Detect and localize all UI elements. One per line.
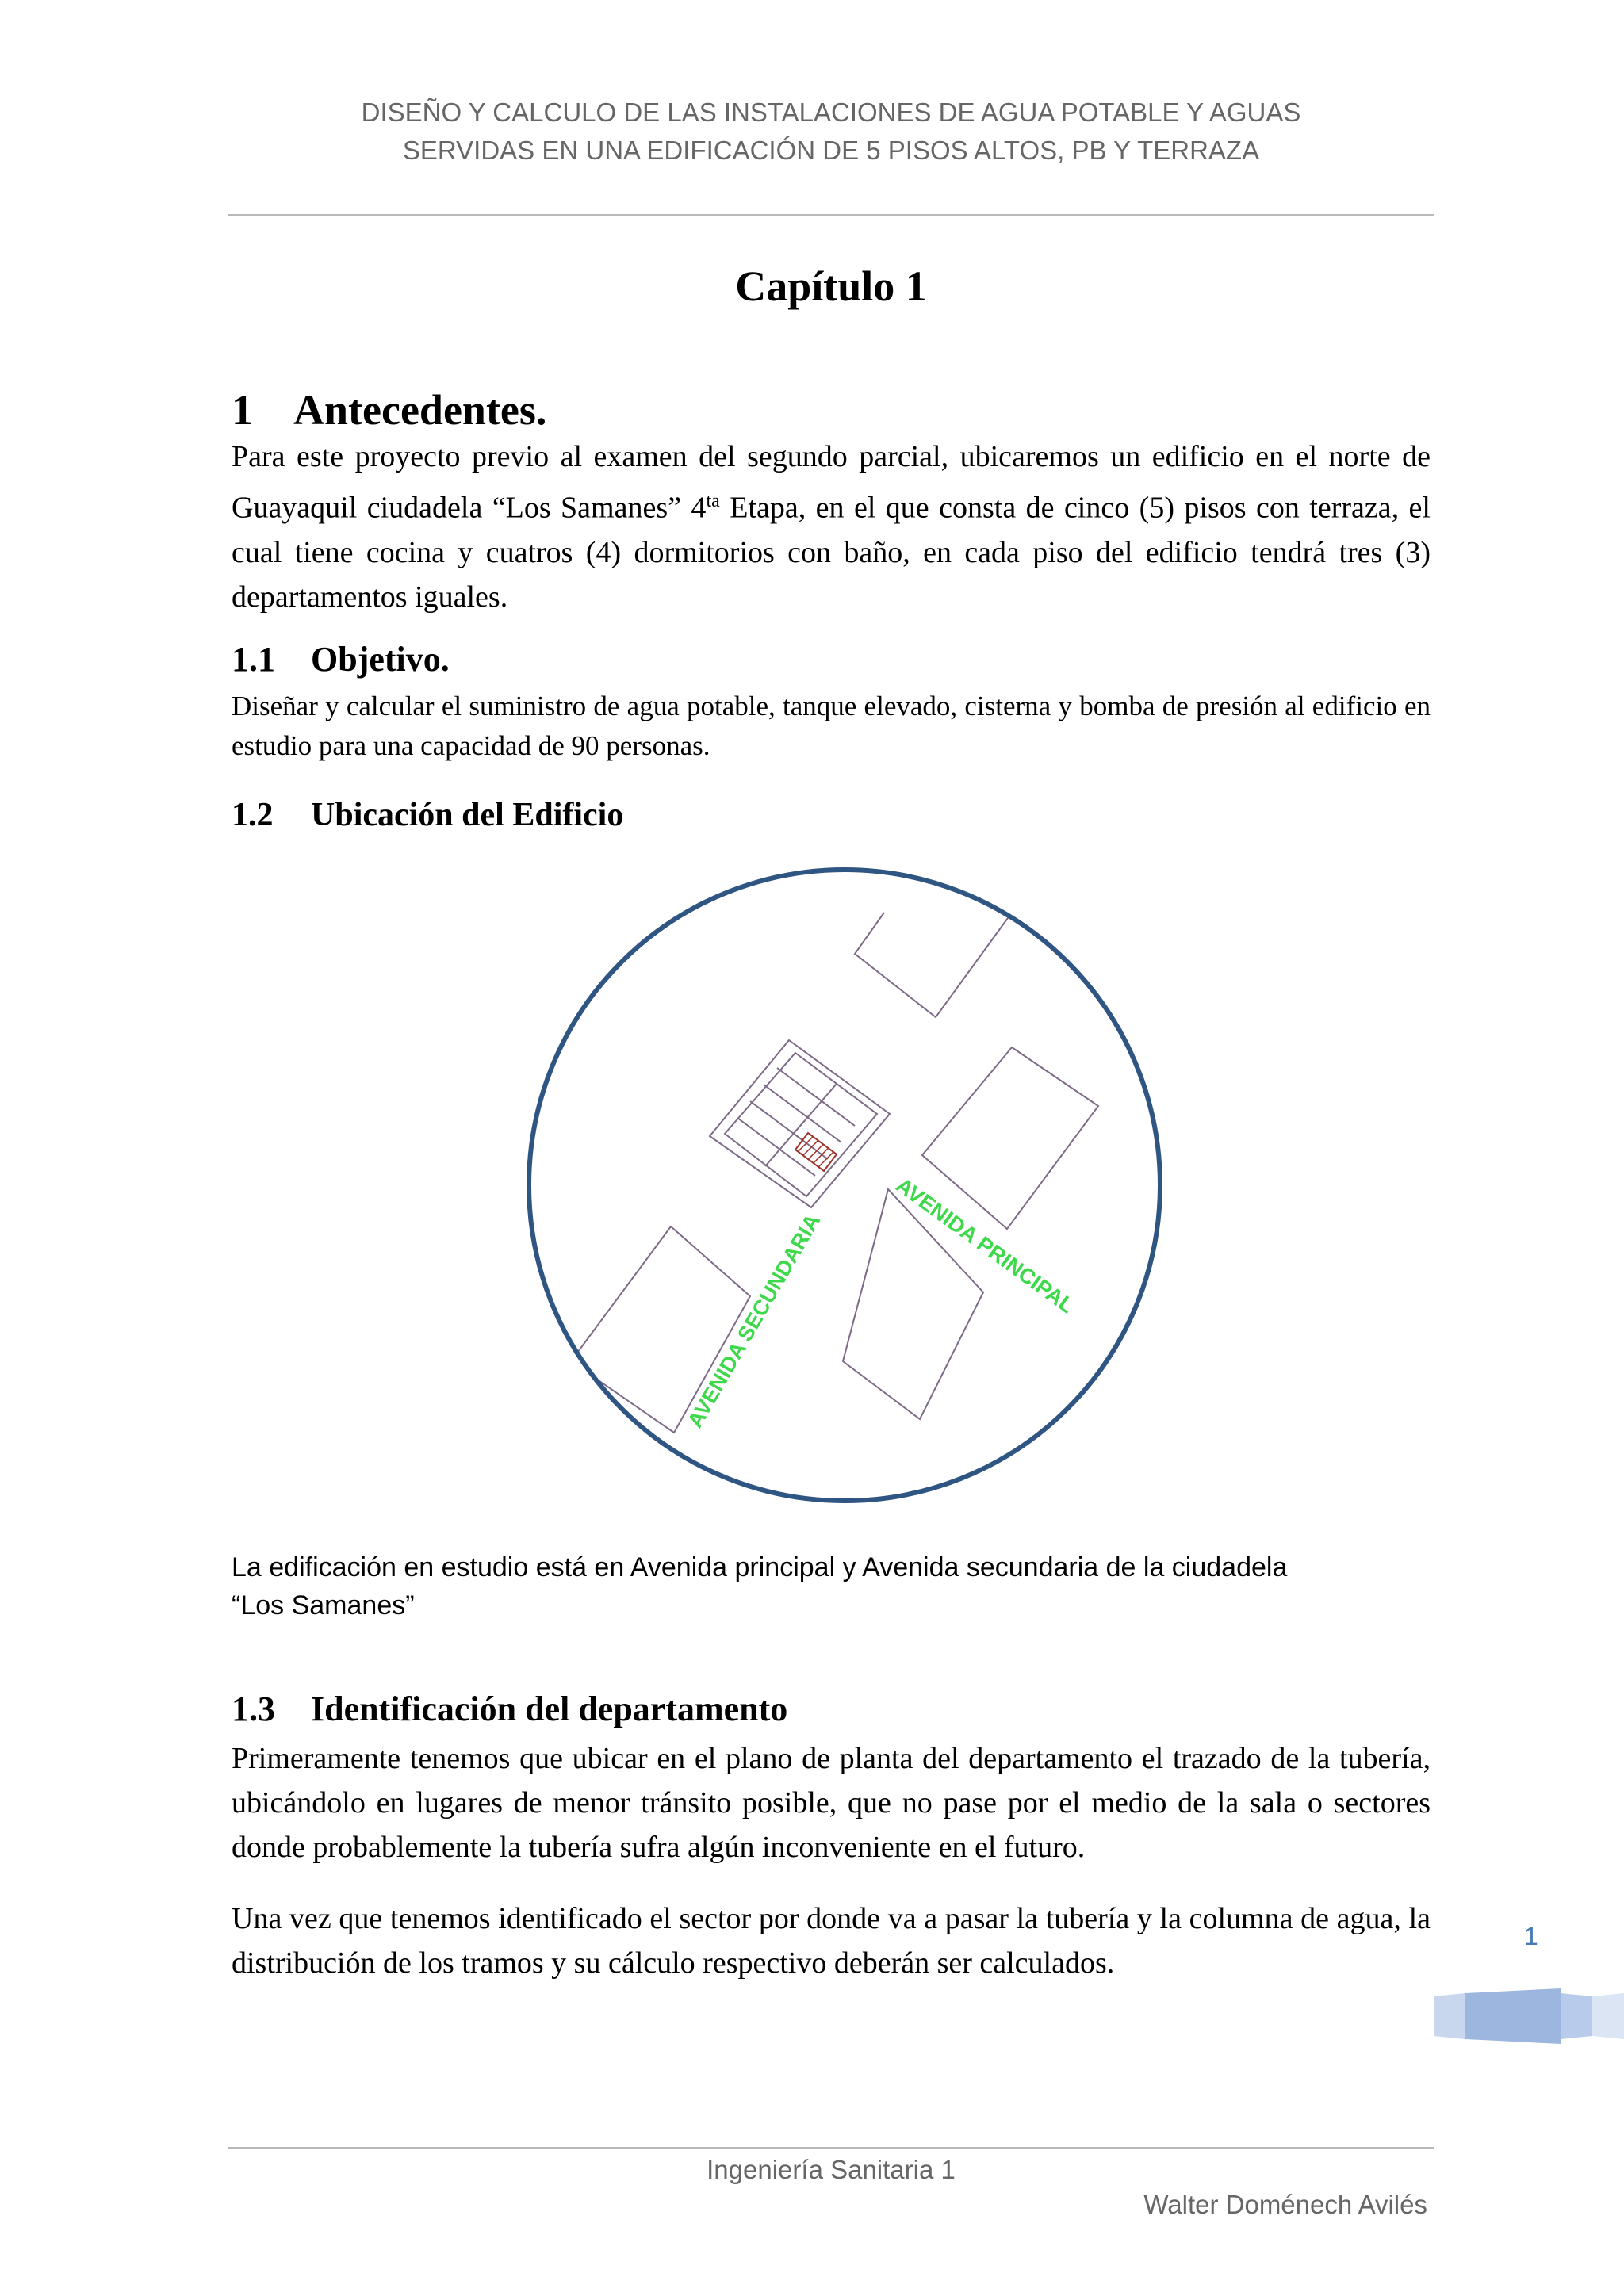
section-1-heading xyxy=(232,385,546,434)
chapter-title: Capítulo 1 xyxy=(735,262,927,310)
map-lot-top xyxy=(855,913,1012,1017)
section-1-title: Antecedentes. xyxy=(293,386,547,434)
section-1-number: 1 xyxy=(232,386,253,434)
section-1-text-b: Etapa, en el que consta de cinco (5) pisos con terraza, el cual tiene cocina y cuatros (4) dormitorios con baño, en cada piso del edificio tendrá tres (3) departamentos iguales. xyxy=(232,491,1431,614)
page-header xyxy=(228,94,1434,170)
section-1-1-heading xyxy=(232,639,450,679)
header-line-1: DISEÑO Y CALCULO DE LAS INSTALACIONES DE AGUA POTABLE Y AGUAS xyxy=(361,98,1301,127)
map-caption-line-1: La edificación en estudio está en Avenida principal y Avenida secundaria de la ciudadela xyxy=(232,1552,1288,1582)
map-building-outline xyxy=(710,1040,890,1207)
section-1-3-number: 1.3 xyxy=(232,1689,275,1728)
section-1-3-paragraph-1: Primeramente tenemos que ubicar en el plano de planta del departamento el trazado de la tubería, ubicándolo en lugares de menor tránsito posible, que no pase por el medio de la sala o sectores donde probablemente la tubería sufra algún inconveniente en el futuro. xyxy=(232,1742,1431,1864)
section-1-2-title: Ubicación del Edificio xyxy=(311,797,624,833)
map-lot-bottom-left xyxy=(571,1226,750,1433)
map-circle xyxy=(529,870,1160,1501)
header-line-2: SERVIDAS EN UNA EDIFICACIÓN DE 5 PISOS ALTOS, PB Y TERRAZA xyxy=(402,136,1260,165)
section-1-text-a: Para este proyecto previo al examen del segundo parcial, ubicaremos un edificio en el norte de Guayaquil ciudadela “Los Samanes” 4 xyxy=(232,440,1431,525)
page-tab-decoration xyxy=(1434,1988,1624,2044)
footer-author: Walter Doménech Avilés xyxy=(1143,2190,1427,2219)
label-avenida-secundaria: AVENIDA SECUNDARIA xyxy=(683,1209,825,1432)
section-1-1-number: 1.1 xyxy=(232,640,275,679)
section-1-superscript: ta xyxy=(706,491,720,511)
footer-course: Ingeniería Sanitaria 1 xyxy=(707,2155,956,2184)
footer-rule xyxy=(228,2147,1434,2149)
section-1-3-heading xyxy=(232,1689,787,1729)
map-lot-right xyxy=(922,1047,1098,1229)
map-caption-line-2: “Los Samanes” xyxy=(232,1590,415,1621)
section-1-paragraph xyxy=(232,434,1431,619)
label-avenida-principal: AVENIDA PRINCIPAL xyxy=(891,1173,1079,1318)
section-1-1-paragraph: Diseñar y calcular el suministro de agua potable, tanque elevado, cisterna y bomba de presión al edificio en estudio para una capacidad de 90 personas. xyxy=(232,691,1431,761)
map-caption xyxy=(232,1548,1421,1624)
location-map xyxy=(523,860,1166,1510)
section-1-1-title: Objetivo. xyxy=(311,640,450,679)
section-1-2-number: 1.2 xyxy=(232,797,274,833)
page-number: 1 xyxy=(1524,1922,1538,1950)
section-1-3-paragraph-2: Una vez que tenemos identificado el sector por donde va a pasar la tubería y la columna de agua, la distribución de los tramos y su cálculo respectivo deberán ser calculados. xyxy=(232,1902,1431,1980)
header-rule xyxy=(228,214,1434,216)
section-1-3-title: Identificación del departamento xyxy=(311,1689,788,1728)
section-1-2-heading xyxy=(232,796,623,834)
